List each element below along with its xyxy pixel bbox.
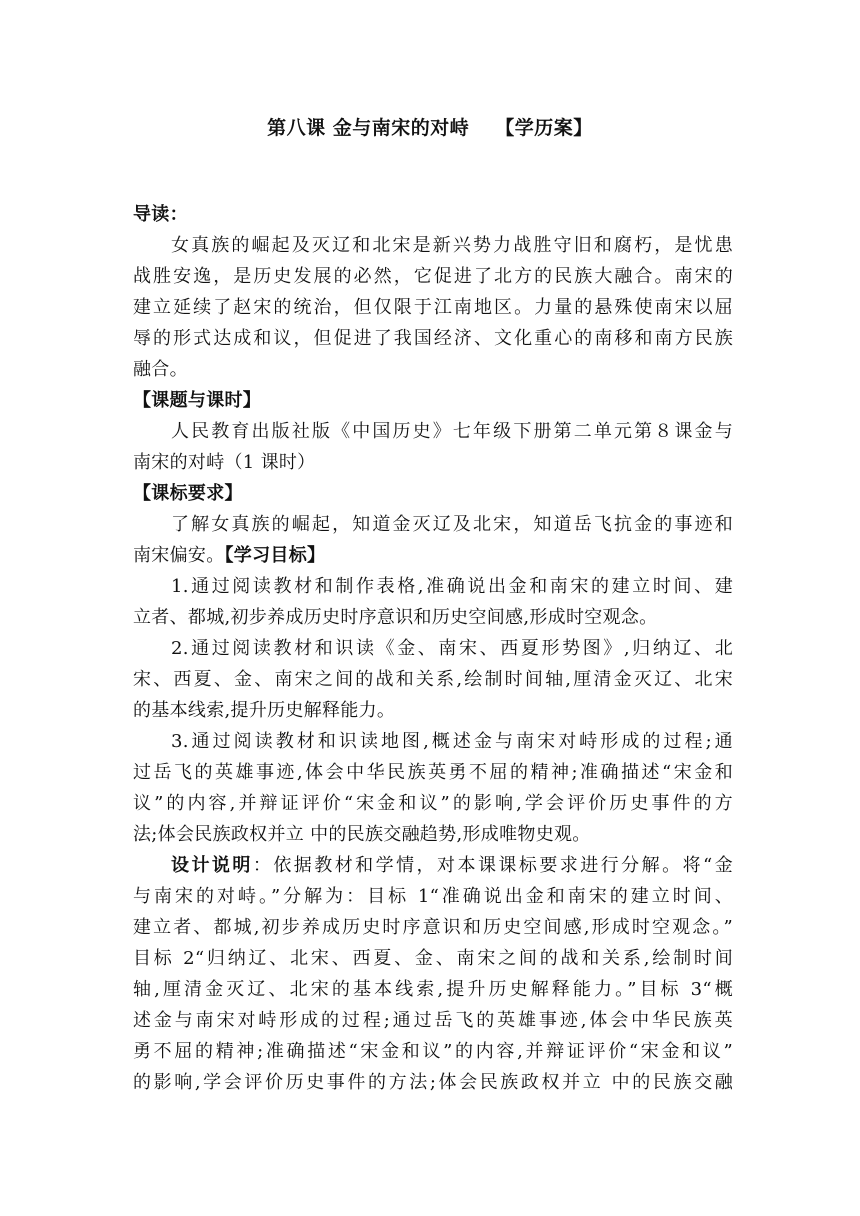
design-line: 建立者、都城,初步养成历史时序意识和历史空间感,形成时空观念。” bbox=[133, 917, 733, 938]
design-line: 述金与南宋对峙形成的过程;通过岳飞的英雄事迹,体会中华民族英 bbox=[133, 1010, 733, 1031]
goal-3-line: 过岳飞的英雄事迹,体会中华民族英勇不屈的精神;准确描述“宋金和 bbox=[133, 762, 733, 783]
kebiao-heading: 【课标要求】 bbox=[133, 483, 243, 504]
goal-1-line: 立者、都城,初步养成历史时序意识和历史空间感,形成时空观念。 bbox=[133, 607, 658, 628]
document-body bbox=[133, 199, 733, 1098]
xuexi-mubiao-heading: 【学习目标】 bbox=[224, 545, 326, 566]
keti-line: 南宋的对峙（1 课时） bbox=[133, 452, 316, 473]
design-line: 目标 2“归纳辽、北宋、西夏、金、南宋之间的战和关系,绘制时间 bbox=[133, 948, 733, 969]
design-line bbox=[133, 850, 733, 881]
daodu-line: 建立延续了赵宋的统治，但仅限于江南地区。力量的悬殊使南宋以屈 bbox=[133, 297, 733, 318]
kebiao-line-text: 南宋偏安。 bbox=[133, 545, 225, 566]
goal-3-line: 法;体会民族政权并立 中的民族交融趋势,形成唯物史观。 bbox=[133, 824, 591, 845]
keti-heading: 【课题与课时】 bbox=[133, 390, 262, 411]
design-line: 轴,厘清金灭辽、北宋的基本线索,提升历史解释能力。”目标 3“概 bbox=[133, 979, 733, 1000]
kebiao-line: 了解女真族的崛起，知道金灭辽及北宋，知道岳飞抗金的事迹和 bbox=[171, 514, 733, 535]
design-line: 的影响,学会评价历史事件的方法;体会民族政权并立 中的民族交融 bbox=[133, 1072, 733, 1093]
goal-2-line: 的基本线索,提升历史解释能力。 bbox=[133, 700, 396, 721]
daodu-heading: 导读： bbox=[133, 204, 188, 225]
design-line: 勇不屈的精神;准确描述“宋金和议”的内容,并辩证评价“宋金和议” bbox=[133, 1041, 733, 1062]
daodu-line: 辱的形式达成和议，但促进了我国经济、文化重心的南移和南方民族 bbox=[133, 328, 733, 349]
design-line: 与南宋的对峙。”分解为：目标 1“准确说出金和南宋的建立时间、 bbox=[133, 886, 733, 907]
goal-3-line: 3.通过阅读教材和识读地图,概述金与南宋对峙形成的过程;通 bbox=[171, 731, 733, 752]
design-label: 设计说明 bbox=[171, 855, 253, 876]
goal-2-line: 宋、西夏、金、南宋之间的战和关系,绘制时间轴,厘清金灭辽、北宋 bbox=[133, 669, 733, 690]
design-line-text: ：依据教材和学情，对本课课标要求进行分解。将“金 bbox=[252, 855, 733, 876]
lesson-title: 第八课 金与南宋的对峙 bbox=[267, 117, 470, 139]
goal-2-line: 2.通过阅读教材和识读《金、南宋、西夏形势图》,归纳辽、北 bbox=[171, 638, 733, 659]
lesson-tag: 【学历案】 bbox=[495, 117, 593, 139]
daodu-line: 融合。 bbox=[133, 359, 188, 380]
daodu-line: 战胜安逸，是历史发展的必然，它促进了北方的民族大融合。南宋的 bbox=[133, 266, 733, 287]
daodu-line: 女真族的崛起及灭辽和北宋是新兴势力战胜守旧和腐朽，是忧患 bbox=[171, 235, 733, 256]
page-title bbox=[0, 113, 860, 140]
goal-1-line: 1.通过阅读教材和制作表格,准确说出金和南宋的建立时间、建 bbox=[171, 576, 733, 597]
goal-3-line: 议”的内容,并辩证评价“宋金和议”的影响,学会评价历史事件的方 bbox=[133, 793, 733, 814]
kebiao-line bbox=[133, 540, 733, 571]
keti-line: 人民教育出版社版《中国历史》七年级下册第二单元第８课金与 bbox=[171, 421, 733, 442]
